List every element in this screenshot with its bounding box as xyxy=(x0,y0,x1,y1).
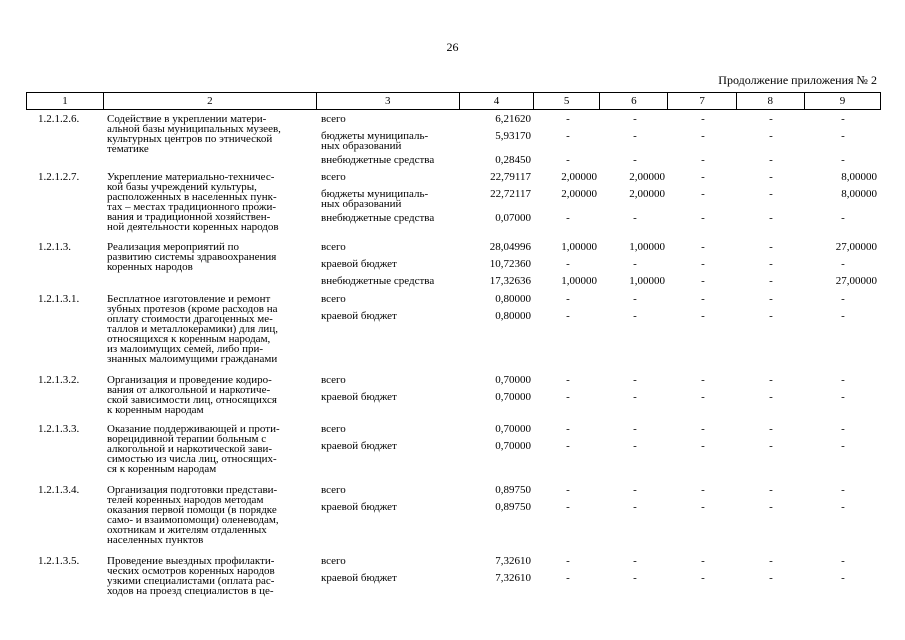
description-line: кой базы учреждений культуры, xyxy=(107,181,257,193)
amount-cell: - xyxy=(841,212,845,224)
amount-cell: - xyxy=(566,484,570,496)
amount-cell: - xyxy=(769,258,773,270)
funding-line xyxy=(317,375,881,385)
funding-line xyxy=(317,155,881,165)
description-line: симостью из числа лиц, относящих- xyxy=(107,453,277,465)
item-description xyxy=(103,294,317,364)
funding-source-line: краевой бюджет xyxy=(321,572,397,584)
funding-source-line: ных образований xyxy=(321,198,402,210)
funding-line xyxy=(317,392,881,402)
amount-cell: - xyxy=(841,374,845,386)
amount-cell: - xyxy=(841,154,845,166)
funding-lines xyxy=(317,424,881,474)
funding-line xyxy=(317,424,881,434)
amount-cell: - xyxy=(566,501,570,513)
amount-cell: - xyxy=(701,555,705,567)
description-line: Организация подготовки представи- xyxy=(107,484,278,496)
amount-cell: 2,00000 xyxy=(561,188,597,200)
amount-cell: - xyxy=(566,113,570,125)
amount-cell: - xyxy=(841,423,845,435)
amount-cell: - xyxy=(633,310,637,322)
amount-cell: - xyxy=(566,130,570,142)
funding-source-line: краевой бюджет xyxy=(321,501,397,513)
amount-cell: - xyxy=(841,501,845,513)
amount-cell: - xyxy=(566,440,570,452)
amount-cell: 7,32610 xyxy=(495,555,531,567)
description-line: оказания первой помощи (в порядке xyxy=(107,504,277,516)
description-line: таллов и металлокерамики) для лиц, xyxy=(107,323,278,335)
funding-source-line: краевой бюджет xyxy=(321,258,397,270)
funding-source-line: краевой бюджет xyxy=(321,391,397,403)
amount-cell: - xyxy=(633,391,637,403)
funding-source-line: внебюджетные средства xyxy=(321,212,435,224)
amount-cell: - xyxy=(701,258,705,270)
amount-cell: 2,00000 xyxy=(561,171,597,183)
amount-cell: - xyxy=(566,555,570,567)
amount-cell: - xyxy=(701,484,705,496)
amount-cell: - xyxy=(701,188,705,200)
table-row xyxy=(26,242,881,293)
amount-cell: 8,00000 xyxy=(841,171,877,183)
funding-line xyxy=(317,573,881,583)
funding-source xyxy=(317,502,461,512)
funding-lines xyxy=(317,242,881,293)
amount-cell: 2,00000 xyxy=(629,188,665,200)
funding-source-line: всего xyxy=(321,374,346,386)
amount-cell: 0,70000 xyxy=(495,374,531,386)
description-line: культурных центров по этнической xyxy=(107,133,273,145)
amount-cell: 0,70000 xyxy=(495,391,531,403)
amount-cell: - xyxy=(566,212,570,224)
table-header xyxy=(26,92,881,110)
item-description xyxy=(103,114,317,172)
amount-cell: - xyxy=(701,293,705,305)
amount-cell: 0,70000 xyxy=(495,440,531,452)
item-description xyxy=(103,172,317,232)
amount-cell: - xyxy=(841,555,845,567)
funding-source-line: всего xyxy=(321,484,346,496)
header-col-2: 2 xyxy=(103,93,316,109)
amount-cell: - xyxy=(769,440,773,452)
description-line: вания от алкогольной и наркотиче- xyxy=(107,384,271,396)
amount-cell: - xyxy=(566,154,570,166)
description-line: ной деятельности коренных народов xyxy=(107,221,279,233)
funding-line xyxy=(317,189,881,209)
amount-cell: - xyxy=(769,374,773,386)
description-line: телей коренных народов методам xyxy=(107,494,264,506)
amount-cell: - xyxy=(701,572,705,584)
amount-cell: - xyxy=(769,188,773,200)
amount-cell: - xyxy=(841,130,845,142)
description-line: зубных протезов (кроме расходов на xyxy=(107,303,278,315)
description-line: вания и традиционной хозяйствен- xyxy=(107,211,271,223)
description-line: Содействие в укреплении матери- xyxy=(107,113,267,125)
amount-cell: - xyxy=(841,391,845,403)
amount-cell: - xyxy=(633,440,637,452)
amount-cell: 0,89750 xyxy=(495,501,531,513)
table-row xyxy=(26,114,881,172)
funding-lines xyxy=(317,114,881,172)
amount-cell: 10,72360 xyxy=(489,258,531,270)
amount-cell: - xyxy=(701,391,705,403)
item-number: 1.2.1.3.3. xyxy=(38,423,80,435)
amount-cell: - xyxy=(769,212,773,224)
amount-cell: 22,79117 xyxy=(490,171,531,183)
funding-source xyxy=(317,392,461,402)
funding-source-line: краевой бюджет xyxy=(321,310,397,322)
amount-cell: - xyxy=(769,501,773,513)
description-line: оплату стоимости драгоценных ме- xyxy=(107,313,273,325)
funding-line xyxy=(317,294,881,304)
page-number: 26 xyxy=(446,40,459,54)
header-col-8: 8 xyxy=(736,93,804,109)
header-col-6: 6 xyxy=(599,93,667,109)
continuation-note: Продолжение приложения № 2 xyxy=(718,73,877,87)
funding-source-line: ных образований xyxy=(321,140,402,152)
amount-cell: - xyxy=(633,555,637,567)
amount-cell: - xyxy=(769,423,773,435)
amount-cell: - xyxy=(769,484,773,496)
description-line: расположенных в населенных пунк- xyxy=(107,191,277,203)
amount-cell: - xyxy=(701,241,705,253)
amount-cell: - xyxy=(769,113,773,125)
funding-source xyxy=(317,441,461,451)
amount-cell: - xyxy=(841,293,845,305)
item-description xyxy=(103,424,317,474)
amount-cell: - xyxy=(769,310,773,322)
amount-cell: - xyxy=(633,154,637,166)
description-line: к коренным народам xyxy=(107,404,204,416)
amount-cell: 7,32610 xyxy=(495,572,531,584)
amount-cell: - xyxy=(701,423,705,435)
table-row xyxy=(26,375,881,415)
description-line: тах – местах традиционного прожи- xyxy=(107,201,277,213)
amount-cell: - xyxy=(701,130,705,142)
amount-cell: - xyxy=(633,293,637,305)
funding-lines xyxy=(317,375,881,415)
funding-line xyxy=(317,242,881,252)
amount-cell: - xyxy=(566,374,570,386)
description-line: развитию системы здравоохранения xyxy=(107,251,277,263)
description-line: само- и взаимопомощи) оленеводам, xyxy=(107,514,279,526)
amount-cell: 0,89750 xyxy=(495,484,531,496)
amount-cell: - xyxy=(841,113,845,125)
funding-source xyxy=(317,573,461,583)
amount-cell: 28,04996 xyxy=(489,241,531,253)
amount-cell: - xyxy=(769,171,773,183)
funding-source-line: внебюджетные средства xyxy=(321,154,435,166)
funding-lines xyxy=(317,556,881,596)
item-number: 1.2.1.3.2. xyxy=(38,374,80,386)
amount-cell: 17,32636 xyxy=(489,275,531,287)
funding-line xyxy=(317,556,881,566)
amount-cell: 27,00000 xyxy=(835,275,877,287)
description-line: ся к коренным народам xyxy=(107,463,217,475)
amount-cell: 2,00000 xyxy=(629,171,665,183)
item-number: 1.2.1.3.5. xyxy=(38,555,80,567)
item-description xyxy=(103,485,317,545)
amount-cell: - xyxy=(769,275,773,287)
funding-source-line: всего xyxy=(321,241,346,253)
amount-cell: - xyxy=(769,241,773,253)
description-line: относящихся к коренным народам, xyxy=(107,333,271,345)
header-col-3: 3 xyxy=(316,93,459,109)
amount-cell: - xyxy=(566,258,570,270)
amount-cell: 1,00000 xyxy=(629,241,665,253)
funding-source xyxy=(317,311,461,321)
description-line: Оказание поддерживающей и проти- xyxy=(107,423,280,435)
amount-cell: - xyxy=(566,310,570,322)
amount-cell: - xyxy=(633,501,637,513)
funding-line xyxy=(317,213,881,223)
item-number: 1.2.1.2.6. xyxy=(38,113,80,125)
amount-cell: - xyxy=(701,374,705,386)
description-line: алкогольной и наркотической зави- xyxy=(107,443,273,455)
item-number: 1.2.1.2.7. xyxy=(38,171,80,183)
amount-cell: - xyxy=(566,293,570,305)
funding-source-line: бюджеты муниципаль- xyxy=(321,188,429,200)
funding-source xyxy=(317,276,461,286)
funding-source-line: всего xyxy=(321,113,346,125)
item-description xyxy=(103,375,317,415)
amount-cell: - xyxy=(633,130,637,142)
funding-source xyxy=(317,213,461,223)
amount-cell: - xyxy=(701,171,705,183)
amount-cell: - xyxy=(769,555,773,567)
description-line: Реализация мероприятий по xyxy=(107,241,240,253)
amount-cell: 0,70000 xyxy=(495,423,531,435)
amount-cell: - xyxy=(701,501,705,513)
amount-cell: - xyxy=(701,310,705,322)
amount-cell: - xyxy=(841,310,845,322)
description-line: узкими специалистами (оплата рас- xyxy=(107,575,275,587)
amount-cell: - xyxy=(701,440,705,452)
funding-source xyxy=(317,189,461,209)
funding-source xyxy=(317,259,461,269)
amount-cell: - xyxy=(769,130,773,142)
funding-line xyxy=(317,114,881,124)
amount-cell: - xyxy=(769,293,773,305)
amount-cell: 1,00000 xyxy=(629,275,665,287)
amount-cell: - xyxy=(566,572,570,584)
amount-cell: - xyxy=(841,440,845,452)
funding-source xyxy=(317,114,461,124)
description-line: знанных малоимущими гражданами xyxy=(107,353,278,365)
funding-source xyxy=(317,155,461,165)
header-col-5: 5 xyxy=(533,93,599,109)
description-line: альной базы муниципальных музеев, xyxy=(107,123,281,135)
item-number: 1.2.1.3. xyxy=(38,241,71,253)
amount-cell: 8,00000 xyxy=(841,188,877,200)
description-line: коренных народов xyxy=(107,261,193,273)
funding-source xyxy=(317,131,461,151)
funding-line xyxy=(317,311,881,321)
amount-cell: 0,28450 xyxy=(495,154,531,166)
amount-cell: - xyxy=(566,391,570,403)
funding-source xyxy=(317,172,461,182)
header-col-1: 1 xyxy=(62,95,68,107)
amount-cell: - xyxy=(701,275,705,287)
amount-cell: - xyxy=(701,113,705,125)
amount-cell: - xyxy=(769,572,773,584)
funding-source-line: внебюджетные средства xyxy=(321,275,435,287)
amount-cell: - xyxy=(701,154,705,166)
description-line: Организация и проведение кодиро- xyxy=(107,374,272,386)
funding-source-line: всего xyxy=(321,555,346,567)
amount-cell: - xyxy=(566,423,570,435)
funding-lines xyxy=(317,485,881,545)
description-line: из малоимущих семей, либо при- xyxy=(107,343,264,355)
description-line: тематике xyxy=(107,143,149,155)
amount-cell: - xyxy=(633,258,637,270)
funding-lines xyxy=(317,294,881,364)
funding-source xyxy=(317,375,461,385)
funding-source-line: всего xyxy=(321,171,346,183)
amount-cell: 22,72117 xyxy=(490,188,531,200)
description-line: Укрепление материально-техничес- xyxy=(107,171,275,183)
header-col-4: 4 xyxy=(459,93,533,109)
description-line: ворецидивной терапии больным с xyxy=(107,433,267,445)
item-description xyxy=(103,556,317,596)
amount-cell: - xyxy=(701,212,705,224)
amount-cell: - xyxy=(633,572,637,584)
amount-cell: - xyxy=(841,484,845,496)
budget-table xyxy=(26,92,881,597)
description-line: ской зависимости лиц, относящихся xyxy=(107,394,277,406)
table-row xyxy=(26,424,881,474)
amount-cell: 0,07000 xyxy=(495,212,531,224)
amount-cell: 6,21620 xyxy=(495,113,531,125)
amount-cell: - xyxy=(633,484,637,496)
funding-line xyxy=(317,172,881,182)
funding-source-line: всего xyxy=(321,423,346,435)
header-col-9: 9 xyxy=(804,93,880,109)
funding-line xyxy=(317,131,881,151)
description-line: ходов на проезд специалистов в це- xyxy=(107,585,274,597)
amount-cell: - xyxy=(633,374,637,386)
amount-cell: 5,93170 xyxy=(495,130,531,142)
funding-source xyxy=(317,485,461,495)
funding-source xyxy=(317,294,461,304)
funding-line xyxy=(317,276,881,286)
funding-line xyxy=(317,502,881,512)
amount-cell: 27,00000 xyxy=(835,241,877,253)
table-row xyxy=(26,172,881,232)
table-row xyxy=(26,556,881,596)
item-number: 1.2.1.3.4. xyxy=(38,484,80,496)
table-row xyxy=(26,485,881,545)
description-line: ческих осмотров коренных народов xyxy=(107,565,275,577)
funding-line xyxy=(317,259,881,269)
table-row xyxy=(26,294,881,364)
funding-line xyxy=(317,485,881,495)
amount-cell: - xyxy=(769,391,773,403)
funding-lines xyxy=(317,172,881,232)
description-line: Проведение выездных профилакти- xyxy=(107,555,275,567)
amount-cell: 1,00000 xyxy=(561,241,597,253)
funding-source xyxy=(317,424,461,434)
amount-cell: 0,80000 xyxy=(495,310,531,322)
funding-source-line: краевой бюджет xyxy=(321,440,397,452)
amount-cell: 1,00000 xyxy=(561,275,597,287)
funding-line xyxy=(317,441,881,451)
funding-source-line: всего xyxy=(321,293,346,305)
description-line: Бесплатное изготовление и ремонт xyxy=(107,293,271,305)
amount-cell: - xyxy=(633,113,637,125)
amount-cell: - xyxy=(633,212,637,224)
item-number: 1.2.1.3.1. xyxy=(38,293,80,305)
item-description xyxy=(103,242,317,293)
amount-cell: 0,80000 xyxy=(495,293,531,305)
header-col-7: 7 xyxy=(667,93,735,109)
funding-source-line: бюджеты муниципаль- xyxy=(321,130,429,142)
amount-cell: - xyxy=(633,423,637,435)
amount-cell: - xyxy=(769,154,773,166)
funding-source xyxy=(317,242,461,252)
amount-cell: - xyxy=(841,572,845,584)
description-line: населенных пунктов xyxy=(107,534,204,546)
funding-source xyxy=(317,556,461,566)
description-line: охотникам и жителям отдаленных xyxy=(107,524,267,536)
amount-cell: - xyxy=(841,258,845,270)
